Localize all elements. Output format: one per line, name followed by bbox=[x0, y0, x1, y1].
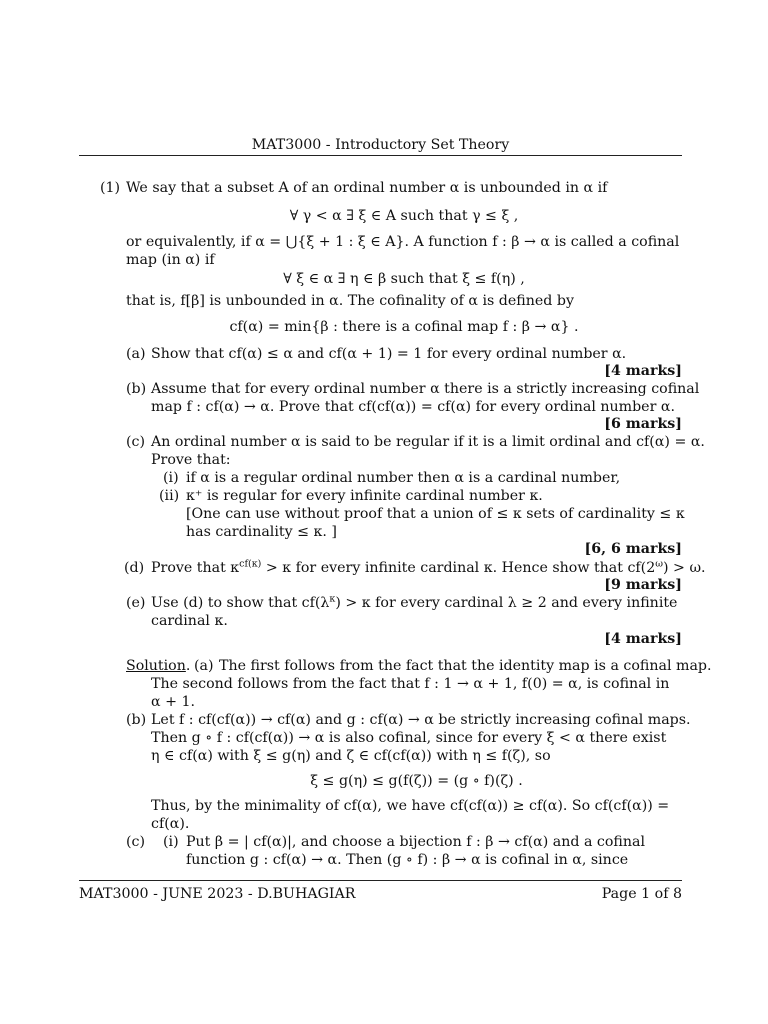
header-rule bbox=[79, 155, 682, 156]
q1-intro-line-3: map (in α) if bbox=[126, 252, 215, 268]
part-d-label: (d) bbox=[124, 560, 145, 576]
q1-formula-unbounded: ∀ γ < α ∃ ξ ∈ A such that γ ≤ ξ , bbox=[289, 208, 519, 224]
q1-formula-cofinal: ∀ ξ ∈ α ∃ η ∈ β such that ξ ≤ f(η) , bbox=[283, 271, 525, 287]
part-c-label: (c) bbox=[126, 434, 146, 450]
part-e-text-1: Use (d) to show that $cf(\lambda^\kappa) > \kappa$ for every cardinal λ ≥ 2 and every infinite bbox=[151, 593, 678, 611]
solution-c-label: (c) bbox=[126, 834, 146, 850]
solution-b-line-2: Then g ∘ f : cf(cf(α)) → α is also cofinal, since for every ξ < α there exist bbox=[151, 730, 667, 746]
solution-c-i-label: (i) bbox=[163, 834, 179, 850]
footer-page-number: Page 1 of 8 bbox=[601, 886, 682, 902]
solution-b-line-4: Thus, by the minimality of cf(α), we have cf(cf(α)) ≥ cf(α). So cf(cf(α)) = bbox=[151, 798, 670, 814]
solution-b-formula: ξ ≤ g(η) ≤ g(f(ζ)) = (g ∘ f)(ζ) . bbox=[310, 773, 523, 789]
footer-rule bbox=[79, 880, 682, 881]
part-b-text-1: Assume that for every ordinal number α there is a strictly increasing cofinal bbox=[151, 381, 700, 397]
solution-a-line-2: The second follows from the fact that f : 1 → α + 1, f(0) = α, is cofinal in bbox=[151, 676, 670, 692]
part-a-label: (a) bbox=[126, 346, 146, 362]
part-c-ii-label: (ii) bbox=[159, 488, 180, 504]
part-e-marks: [4 marks] bbox=[604, 631, 682, 647]
q1-formula-cofinality: cf(α) = min{β : there is a cofinal map f : β → α} . bbox=[229, 319, 579, 335]
page-header-title: MAT3000 - Introductory Set Theory bbox=[251, 137, 510, 153]
part-c-ii-text: κ⁺ is regular for every infinite cardinal number κ. bbox=[186, 488, 543, 504]
part-c-text-1: An ordinal number α is said to be regular if it is a limit ordinal and cf(α) = α. bbox=[151, 434, 705, 450]
part-a-marks: [4 marks] bbox=[604, 363, 682, 379]
question-number: (1) bbox=[100, 180, 121, 196]
part-b-label: (b) bbox=[126, 381, 147, 397]
solution-b-line-3: η ∈ cf(α) with ξ ≤ g(η) and ζ ∈ cf(cf(α)) with η ≤ f(ζ), so bbox=[151, 748, 551, 764]
solution-a-line-1: The first follows from the fact that the identity map is a cofinal map. bbox=[219, 658, 712, 674]
part-a-text: Show that cf(α) ≤ α and cf(α + 1) = 1 for every ordinal number α. bbox=[151, 346, 627, 362]
part-c-marks: [6, 6 marks] bbox=[584, 541, 682, 557]
solution-heading: Solution. bbox=[126, 658, 191, 674]
part-e-text-2: cardinal κ. bbox=[151, 613, 228, 629]
part-b-marks: [6 marks] bbox=[604, 416, 682, 432]
part-c-i-text: if α is a regular ordinal number then α is a cardinal number, bbox=[186, 470, 621, 486]
part-d-marks: [9 marks] bbox=[604, 577, 682, 593]
part-d-text: Prove that $\kappa^{cf(\kappa)} > \kappa$ for every infinite cardinal κ. Hence show that $cf(2^\omega) > \omega$. bbox=[151, 558, 706, 576]
solution-b-label: (b) bbox=[126, 712, 147, 728]
solution-b-line-5: cf(α). bbox=[151, 816, 190, 832]
q1-intro-line-4: that is, f[β] is unbounded in α. The cofinality of α is defined by bbox=[126, 293, 574, 309]
solution-b-line-1: Let f : cf(cf(α)) → cf(α) and g : cf(α) → α be strictly increasing cofinal maps. bbox=[151, 712, 691, 728]
part-e-label: (e) bbox=[126, 595, 146, 611]
q1-intro-line-1: We say that a subset A of an ordinal number α is unbounded in α if bbox=[126, 180, 608, 196]
footer-course-info: MAT3000 - JUNE 2023 - D.BUHAGIAR bbox=[79, 886, 356, 902]
solution-a-line-3: α + 1. bbox=[151, 694, 196, 710]
solution-a-label: (a) bbox=[194, 658, 214, 674]
part-c-i-label: (i) bbox=[163, 470, 179, 486]
part-c-hint-2: has cardinality ≤ κ. ] bbox=[186, 524, 337, 540]
q1-intro-line-2: or equivalently, if α = ⋃{ξ + 1 : ξ ∈ A}. A function f : β → α is called a cofinal bbox=[126, 234, 680, 250]
solution-c-line-2: function g : cf(α) → α. Then (g ∘ f) : β → α is cofinal in α, since bbox=[186, 852, 629, 868]
solution-c-line-1: Put β = | cf(α)|, and choose a bijection f : β → cf(α) and a cofinal bbox=[186, 834, 645, 850]
part-b-text-2: map f : cf(α) → α. Prove that cf(cf(α)) = cf(α) for every ordinal number α. bbox=[151, 399, 675, 415]
part-c-hint-1: [One can use without proof that a union of ≤ κ sets of cardinality ≤ κ bbox=[186, 506, 685, 522]
part-c-text-2: Prove that: bbox=[151, 452, 231, 468]
